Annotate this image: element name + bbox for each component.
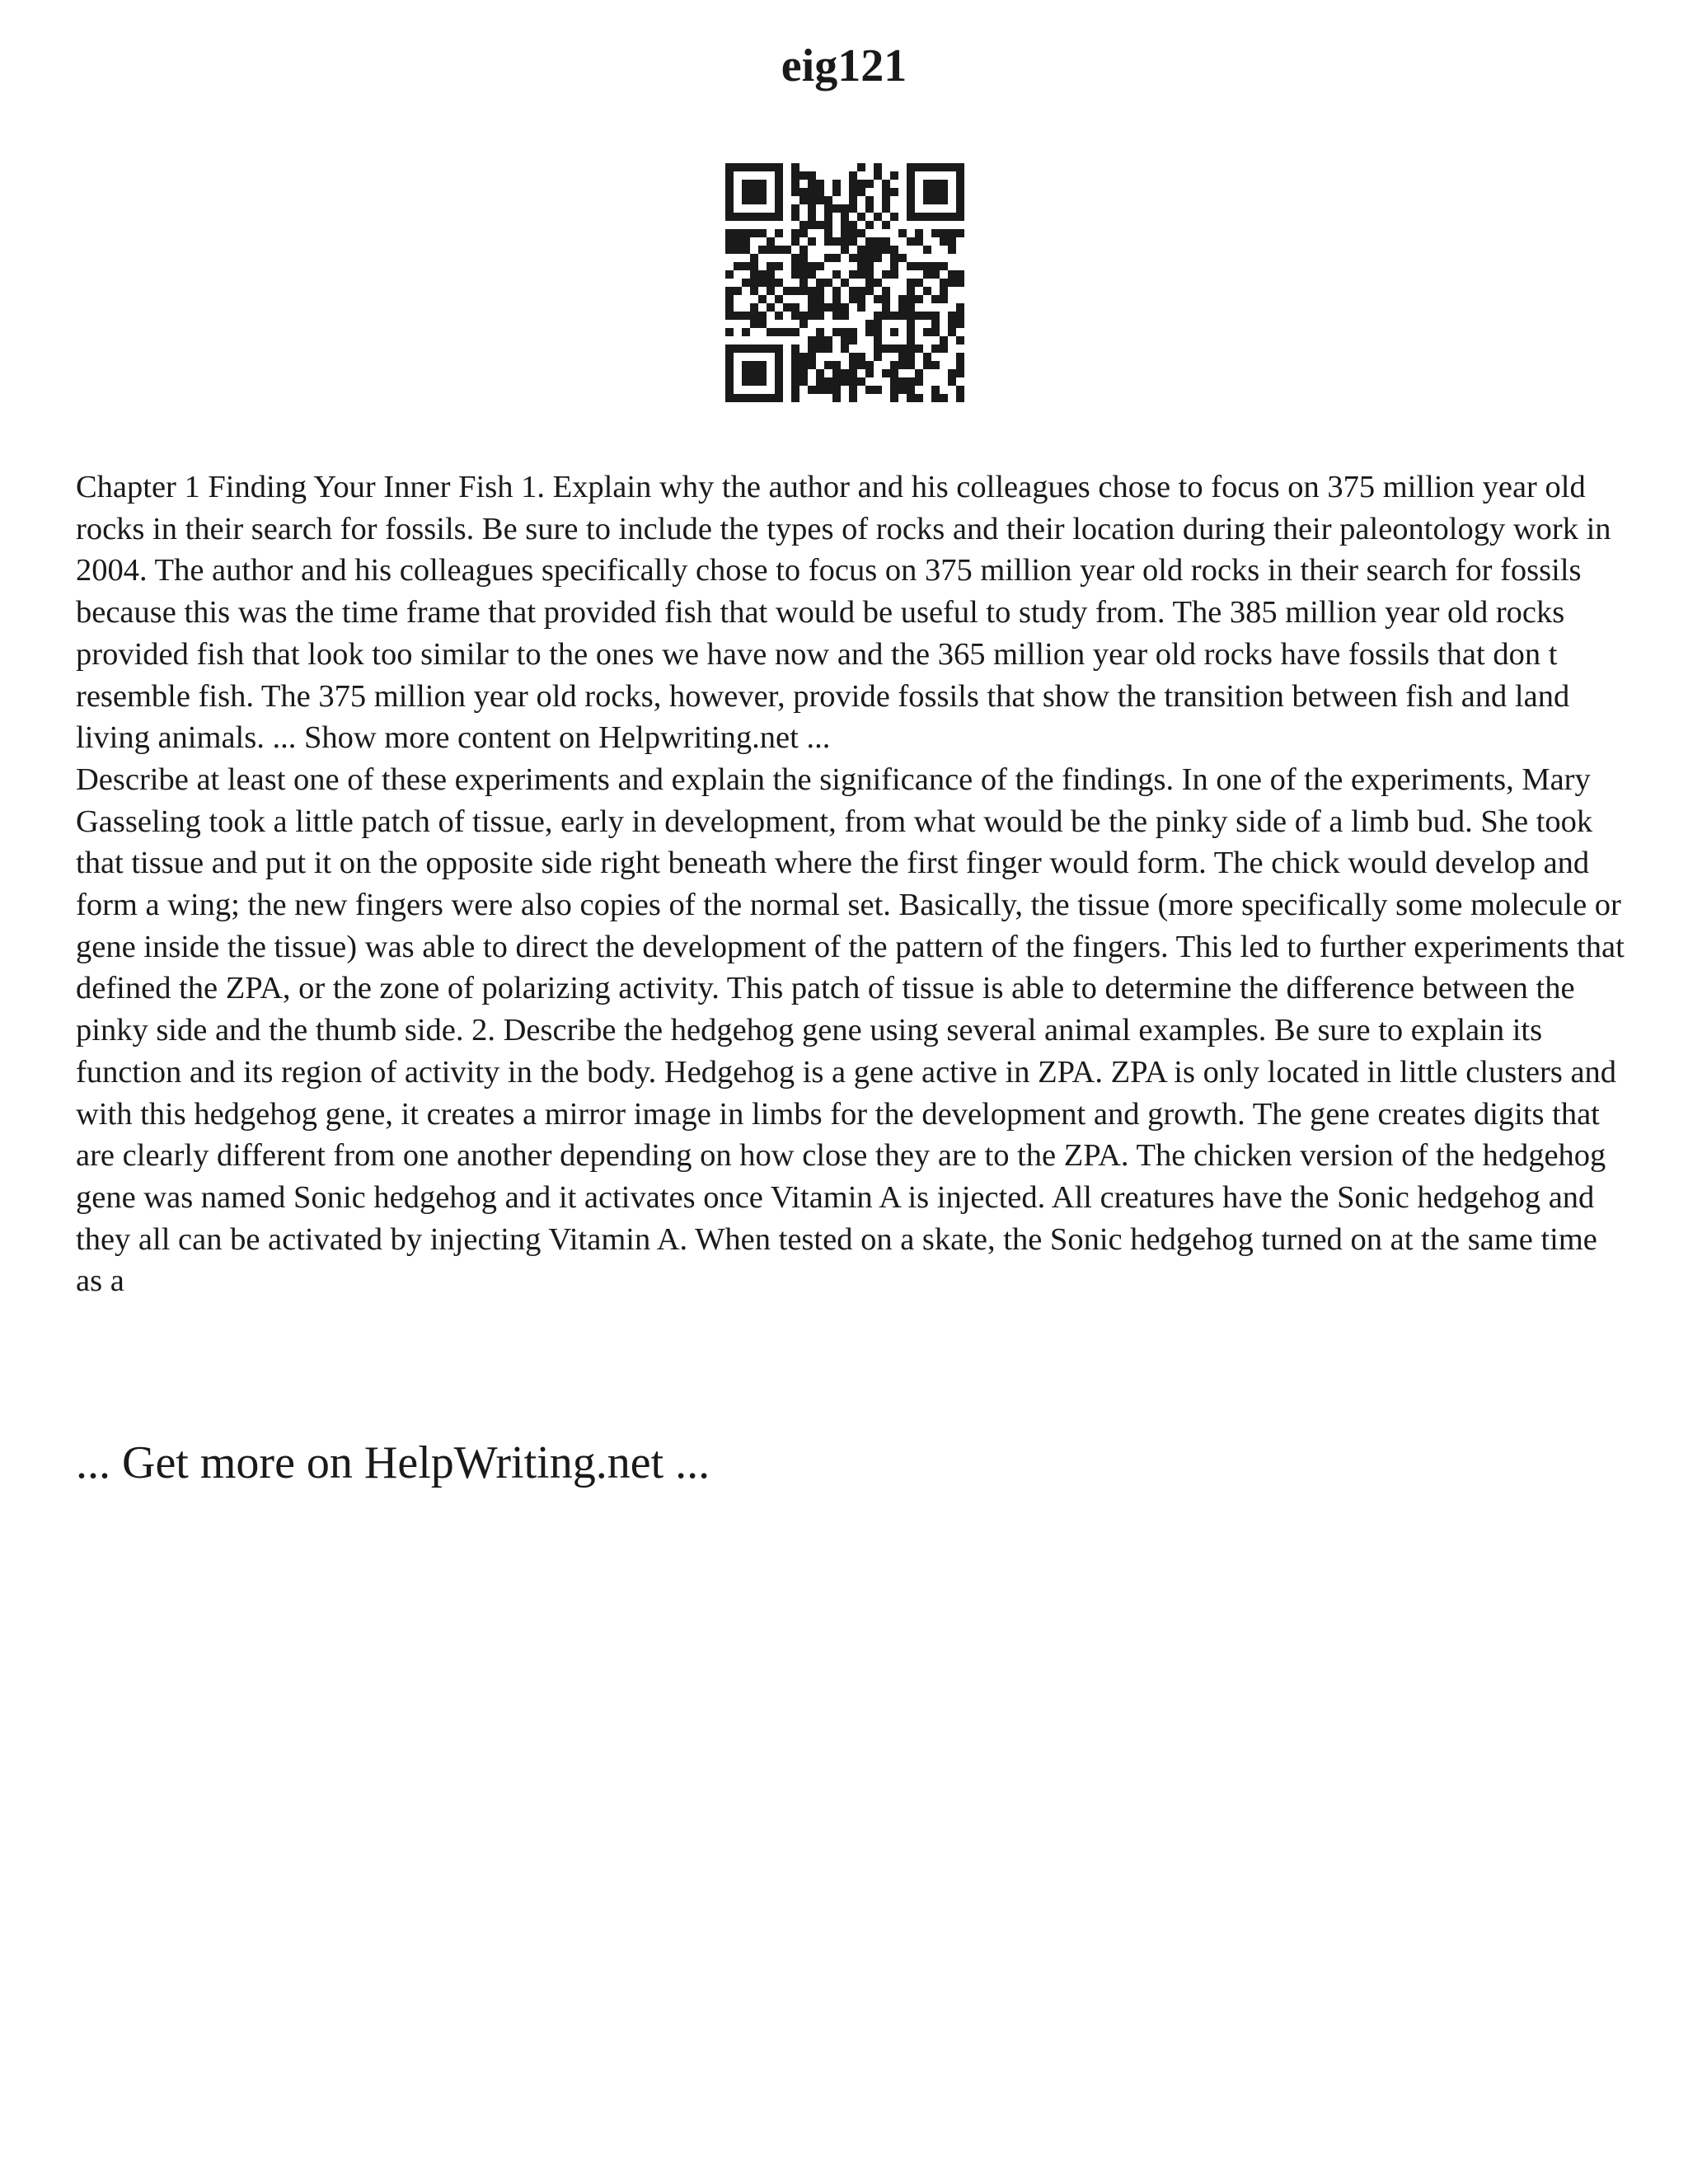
document-title: eig121 [781, 40, 907, 91]
get-more-link[interactable]: ... Get more on HelpWriting.net ... [76, 1437, 710, 1488]
body-paragraph-2: Describe at least one of these experiments and explain the significance of the findings. In one of the experiments, Mary Gasseling took a little patch of tissue, early in development, from what would be the pinky side of a limb bud. She took that tissue and put it on the opposite side right beneath where the first finger would form. The chick would develop and form a wing; the new fingers were also copies of the normal set. Basically, the tissue (more specifically some molecule or gene inside the tissue) was able to direct the development of the pattern of the fingers. This led to further experiments that defined the ZPA, or the zone of polarizing activity. This patch of tissue is able to determine the difference between the pinky side and the thumb side. 2. Describe the hedgehog gene using several animal examples. Be sure to explain its function and its region of activity in the body. Hedgehog is a gene active in ZPA. ZPA is only located in little clusters and with this hedgehog gene, it creates a mirror image in limbs for the development and growth. The gene creates digits that are clearly different from one another depending on how close they are to the ZPA. The chicken version of the hedgehog gene was named Sonic hedgehog and it activates once Vitamin A is injected. All creatures have the Sonic hedgehog and they all can be activated by injecting Vitamin A. When tested on a skate, the Sonic hedgehog turned on at the same time as a [76, 762, 1625, 1299]
document-body [76, 466, 1625, 1302]
qr-code-icon [725, 163, 964, 402]
body-paragraph-1: Chapter 1 Finding Your Inner Fish 1. Explain why the author and his colleagues chose to focus on 375 million year old rocks in their search for fossils. Be sure to include the types of rocks and their location during their paleontology work in 2004. The author and his colleagues specifically chose to focus on 375 million year old rocks in their search for fossils because this was the time frame that provided fish that would be useful to study from. The 385 million year old rocks provided fish that look too similar to the ones we have now and the 365 million year old rocks have fossils that don t resemble fish. The 375 million year old rocks, however, provide fossils that show the transition between fish and land living animals. ... Show more content on Helpwriting.net ... [76, 470, 1611, 756]
